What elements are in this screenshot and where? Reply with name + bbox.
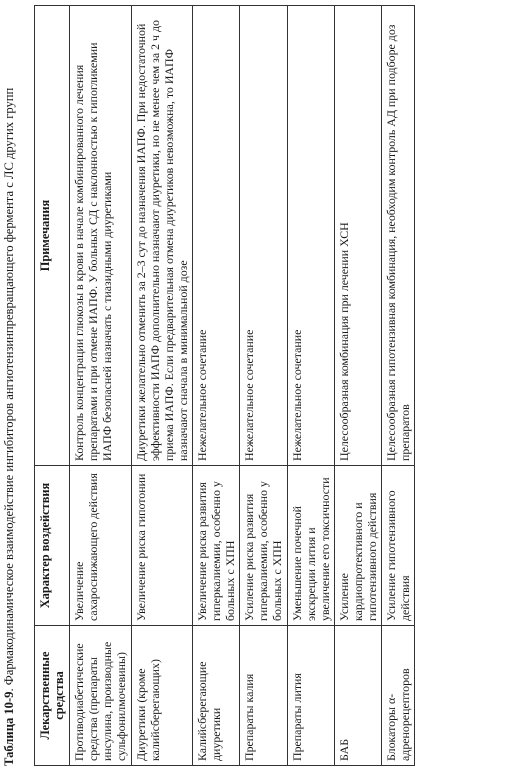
cell-drug: БАБ [334, 626, 381, 766]
cell-effect: Усиление кардиопротективного и гипотензивного действия [334, 466, 381, 626]
cell-notes: Диуретики желательно отменить за 2–3 сут до назначения ИАПФ. При недостаточной эффективности ИАПФ дополнительно назначают диуретики, но не менее чем за 2 ч до приема ИАПФ. Если предварительная отмена диуретиков невозможна, то ИАПФ назначают сначала в минимальной дозе [131, 6, 192, 466]
cell-drug: Диуретики (кроме калийсберегающих) [131, 626, 192, 766]
header-effect: Характер воздействия [35, 466, 70, 626]
cell-drug: Калийсберегающие диуретики [192, 626, 239, 766]
cell-drug: Противодиабетические средства (препараты инсулина, производные сульфонилмочевины) [70, 626, 131, 766]
cell-effect: Уменьшение почечной экскреции лития и увеличение его токсичности [287, 466, 334, 626]
cell-notes: Нежелательное сочетание [192, 6, 239, 466]
table-row [131, 6, 192, 766]
cell-notes: Нежелательное сочетание [240, 6, 287, 466]
table-row [334, 6, 381, 766]
interaction-table [34, 5, 415, 766]
table-caption-text: . Фармакодинамическое взаимодействие ингибиторов ангиотензинпревращающего фермента с ЛС других групп [2, 87, 16, 692]
cell-drug: Блокаторы α-адренорецепторов [382, 626, 415, 766]
header-drugs: Лекарственные средства [35, 626, 70, 766]
cell-notes: Целесообразная комбинация при лечении ХСН [334, 6, 381, 466]
cell-drug: Препараты калия [240, 626, 287, 766]
table-row [287, 6, 334, 766]
table-caption-label: Таблица 10-9 [2, 691, 16, 766]
table-row [192, 6, 239, 766]
table-row [240, 6, 287, 766]
header-notes: Примечания [35, 6, 70, 466]
table-header-row [35, 6, 70, 766]
cell-effect: Увеличение риска развития гиперкалиемии, особенно у больных с ХПН [192, 466, 239, 626]
table-caption [2, 6, 17, 766]
cell-notes: Контроль концентрации глюкозы в крови в начале комбинированного лечения препаратами и при отмене ИАПФ. У больных СД с наклонностью к гипогликемии ИАПФ безопасней назначать с тиазидными диуретиками [70, 6, 131, 466]
cell-effect: Усиление риска развития гиперкалиемии, особенно у больных с ХПН [240, 466, 287, 626]
cell-notes: Нежелательное сочетание [287, 6, 334, 466]
table-row [382, 6, 415, 766]
cell-effect: Увеличение риска гипотонии [131, 466, 192, 626]
cell-notes: Целесообразная гипотензивная комбинация, необходим контроль АД при подборе доз препаратов [382, 6, 415, 466]
table-row [70, 6, 131, 766]
cell-effect: Увеличение сахароснижающего действия [70, 466, 131, 626]
cell-drug: Препараты лития [287, 626, 334, 766]
cell-effect: Усиление гипотензивного действия [382, 466, 415, 626]
